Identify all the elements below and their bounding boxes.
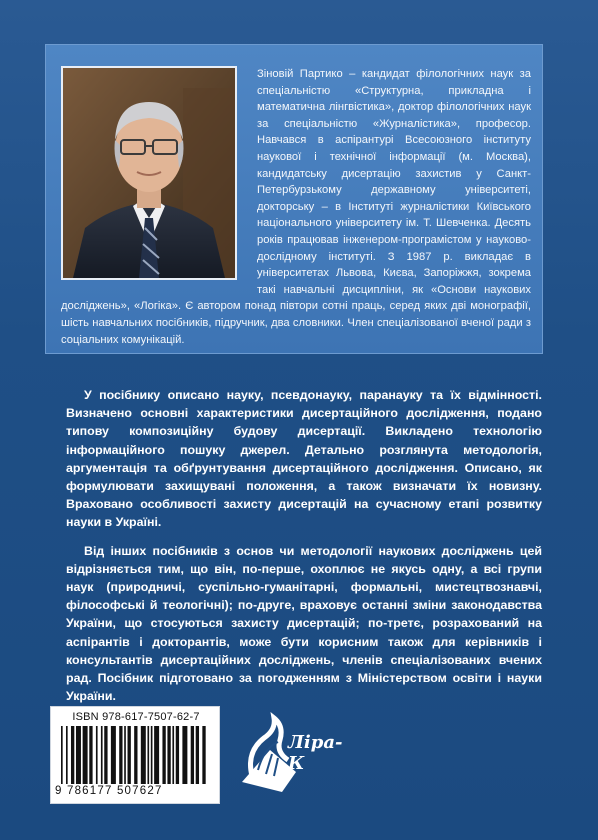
- author-bio-paragraph: Зіновій Партико – кандидат філологічних наук за спеціальністю «Структурна, прикладна і математична лінгвістика», доктор філологічних наук за спеціальністю «Журналістика», професор. Навчався в аспірантурі Всесоюзного інституту наукової і технічної інформації (м. Москва), кандидатську дисертацію захистив у Санкт-Петербурзькому державному університеті, докторську – в Інституті журналістики Київського національного університету ім. Т. Шевченка. Десять років працював інженером-програмістом у науково-дослідному інституті. З 1987 р. викладає в університетах Львова, Києва, Запоріжжя, зокрема такі навчальні дисципліни, як «Основи наукових досліджень», «Логіка». Є автором понад півтори сотні праць, серед яких дві монографії, шість навчальних посібників, підручник, два словники. Член спеціалізованої вченої ради з соціальних комунікацій.: [61, 68, 531, 346]
- barcode-bars: [59, 726, 211, 784]
- barcode-bar: [202, 726, 205, 784]
- barcode-bar: [104, 726, 107, 784]
- barcode-bar: [151, 726, 153, 784]
- barcode-bar: [71, 726, 74, 784]
- barcode-bar: [128, 726, 131, 784]
- barcode-bar: [172, 726, 174, 784]
- barcode-bar: [154, 726, 159, 784]
- barcode-bar: [66, 726, 68, 784]
- isbn-barcode: [50, 706, 220, 804]
- barcode-bar: [124, 726, 126, 784]
- barcode-bar: [162, 726, 165, 784]
- barcode-bar: [76, 726, 81, 784]
- barcode-bar: [119, 726, 122, 784]
- isbn-label: ISBN 978-617-7507-62-7: [72, 711, 200, 723]
- barcode-bar: [134, 726, 137, 784]
- barcode-bar: [101, 726, 103, 784]
- barcode-bar: [167, 726, 170, 784]
- barcode-bar: [89, 726, 92, 784]
- barcode-bar: [196, 726, 199, 784]
- barcode-bar: [141, 726, 146, 784]
- barcode-bar: [111, 726, 116, 784]
- barcode-digits: 9 786177 507627: [55, 785, 163, 797]
- author-bio-panel: [45, 44, 543, 354]
- publisher-name: Ліра-К: [288, 732, 343, 774]
- book-summary: [66, 386, 542, 715]
- barcode-bar: [176, 726, 179, 784]
- barcode-bar: [182, 726, 187, 784]
- barcode-bar: [61, 726, 63, 784]
- summary-paragraph-2: Від інших посібників з основ чи методології наукових досліджень цей відрізняється тим, що він, по-перше, охоплює не якусь одну, а всі групи наук (природничі, суспільно-гуманітарні, формальні, мистецтвознавчі, філософські й теологічні); по-друге, враховує останні зміни законодавства України, що стосуються захисту дисертацій; по-третє, розрахований на аспірантів і докторантів, може бути корисним також для керівників і консультантів дисертаційних досліджень, членів спеціалізованих вчених рад. Посібник підготовано за погодженням з Міністерством освіти і науки України.: [66, 543, 542, 704]
- barcode-bar: [191, 726, 194, 784]
- summary-paragraph-1: У посібнику описано науку, псевдонауку, паранауку та їх відмінності. Визначено основні характеристики дисертаційного дослідження, подано типову композиційну будову дисертації. Викладено технологію інформаційного пошуку джерел. Детально розглянута методологія, аргументація та обґрунтування дисертаційного дослідження. Описано, як формулювати захищувані положення, а також визначати їх новизну. Враховано особливості захисту дисертацій на сучасному етапі розвитку науки в Україні.: [66, 388, 542, 530]
- barcode-bar: [96, 726, 98, 784]
- barcode-bar: [83, 726, 88, 784]
- publisher-logo: [236, 712, 346, 798]
- author-bio-text: [61, 66, 531, 348]
- barcode-bar: [147, 726, 149, 784]
